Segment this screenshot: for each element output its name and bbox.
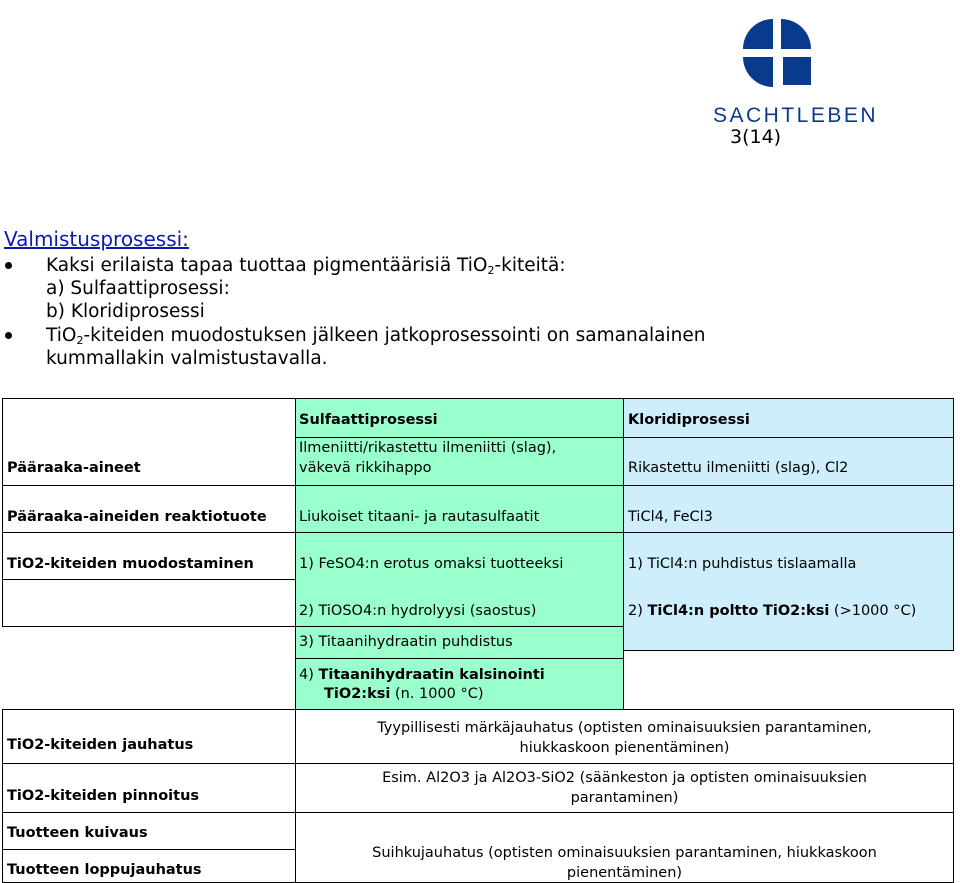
chloride-header: Kloridiprosessi bbox=[628, 412, 750, 428]
row-label-final: Tuotteen loppujauhatus bbox=[7, 862, 202, 878]
sachtleben-logo bbox=[705, 5, 890, 125]
sulfate-raw-text-l2: väkevä rikkihappo bbox=[299, 460, 432, 476]
row-divider bbox=[295, 658, 624, 659]
option-b: b) Kloridiprosessi bbox=[46, 301, 205, 322]
option-a: a) Sulfaattiprosessi: bbox=[46, 278, 230, 299]
row-label-coating: TiO2-kiteiden pinnoitus bbox=[7, 788, 200, 804]
label-box-empty bbox=[2, 579, 296, 627]
chloride-raw-text: Rikastettu ilmeniitti (slag), Cl2 bbox=[628, 460, 849, 476]
sulfate-header: Sulfaattiprosessi bbox=[299, 412, 438, 428]
row-label-raw: Pääraaka-aineet bbox=[7, 460, 141, 476]
logo-wordmark: SACHTLEBEN bbox=[713, 104, 879, 125]
sulfate-reaction-text: Liukoiset titaani- ja rautasulfaatit bbox=[299, 509, 540, 525]
chloride-reaction-text: TiCl4, FeCl3 bbox=[628, 509, 713, 525]
bullet-text-line2: kummallakin valmistustavalla. bbox=[46, 348, 328, 369]
bullet-dot bbox=[5, 262, 12, 269]
sulfate-step-3: 3) Titaanihydraatin puhdistus bbox=[299, 634, 513, 650]
chloride-formation-cell bbox=[623, 532, 954, 651]
final-grinding-text: Suihkujauhatus (optisten ominaisuuksien parantaminen, hiukkaskoon pienentäminen) bbox=[372, 845, 877, 881]
sulfate-step-4: 4) Titaanihydraatin kalsinointi bbox=[299, 667, 545, 683]
chloride-step-1: 1) TiCl4:n puhdistus tislaamalla bbox=[628, 556, 857, 572]
row-label-grinding: TiO2-kiteiden jauhatus bbox=[7, 737, 194, 753]
bullet-text: TiO$_2$-kiteiden muodostuksen jälkeen jatkoprosessointi on samanalainen bbox=[46, 325, 706, 347]
row-label-drying: Tuotteen kuivaus bbox=[7, 825, 148, 841]
grinding-text: Tyypillisesti märkäjauhatus (optisten ominaisuuksien parantaminen, hiukkaskoon pienentäminen) bbox=[377, 720, 872, 756]
sulfate-raw-text-l1: Ilmeniitti/rikastettu ilmeniitti (slag), bbox=[299, 440, 557, 456]
sulfate-step-1: 1) FeSO4:n erotus omaksi tuotteeksi bbox=[299, 556, 564, 572]
bullet-dot bbox=[5, 332, 12, 339]
sulfate-step-2: 2) TiOSO4:n hydrolyysi (saostus) bbox=[299, 603, 537, 619]
page-number: 3(14) bbox=[730, 126, 782, 148]
coating-text: Esim. Al2O3 ja Al2O3-SiO2 (säänkeston ja optisten ominaisuuksien parantaminen) bbox=[382, 770, 867, 806]
section-title: Valmistusprosessi: bbox=[4, 227, 189, 251]
row-label-reaction: Pääraaka-aineiden reaktiotuote bbox=[7, 509, 267, 525]
logo-symbol-icon bbox=[743, 19, 811, 87]
bullet-text: Kaksi erilaista tapaa tuottaa pigmentäärisiä TiO$_2$-kiteitä: bbox=[46, 255, 566, 277]
row-divider bbox=[295, 626, 624, 627]
sulfate-step-4-cont: TiO2:ksi (n. 1000 °C) bbox=[324, 686, 484, 702]
chloride-step-2: 2) TiCl4:n poltto TiO2:ksi (>1000 °C) bbox=[628, 603, 917, 619]
row-label-formation: TiO2-kiteiden muodostaminen bbox=[7, 556, 254, 572]
